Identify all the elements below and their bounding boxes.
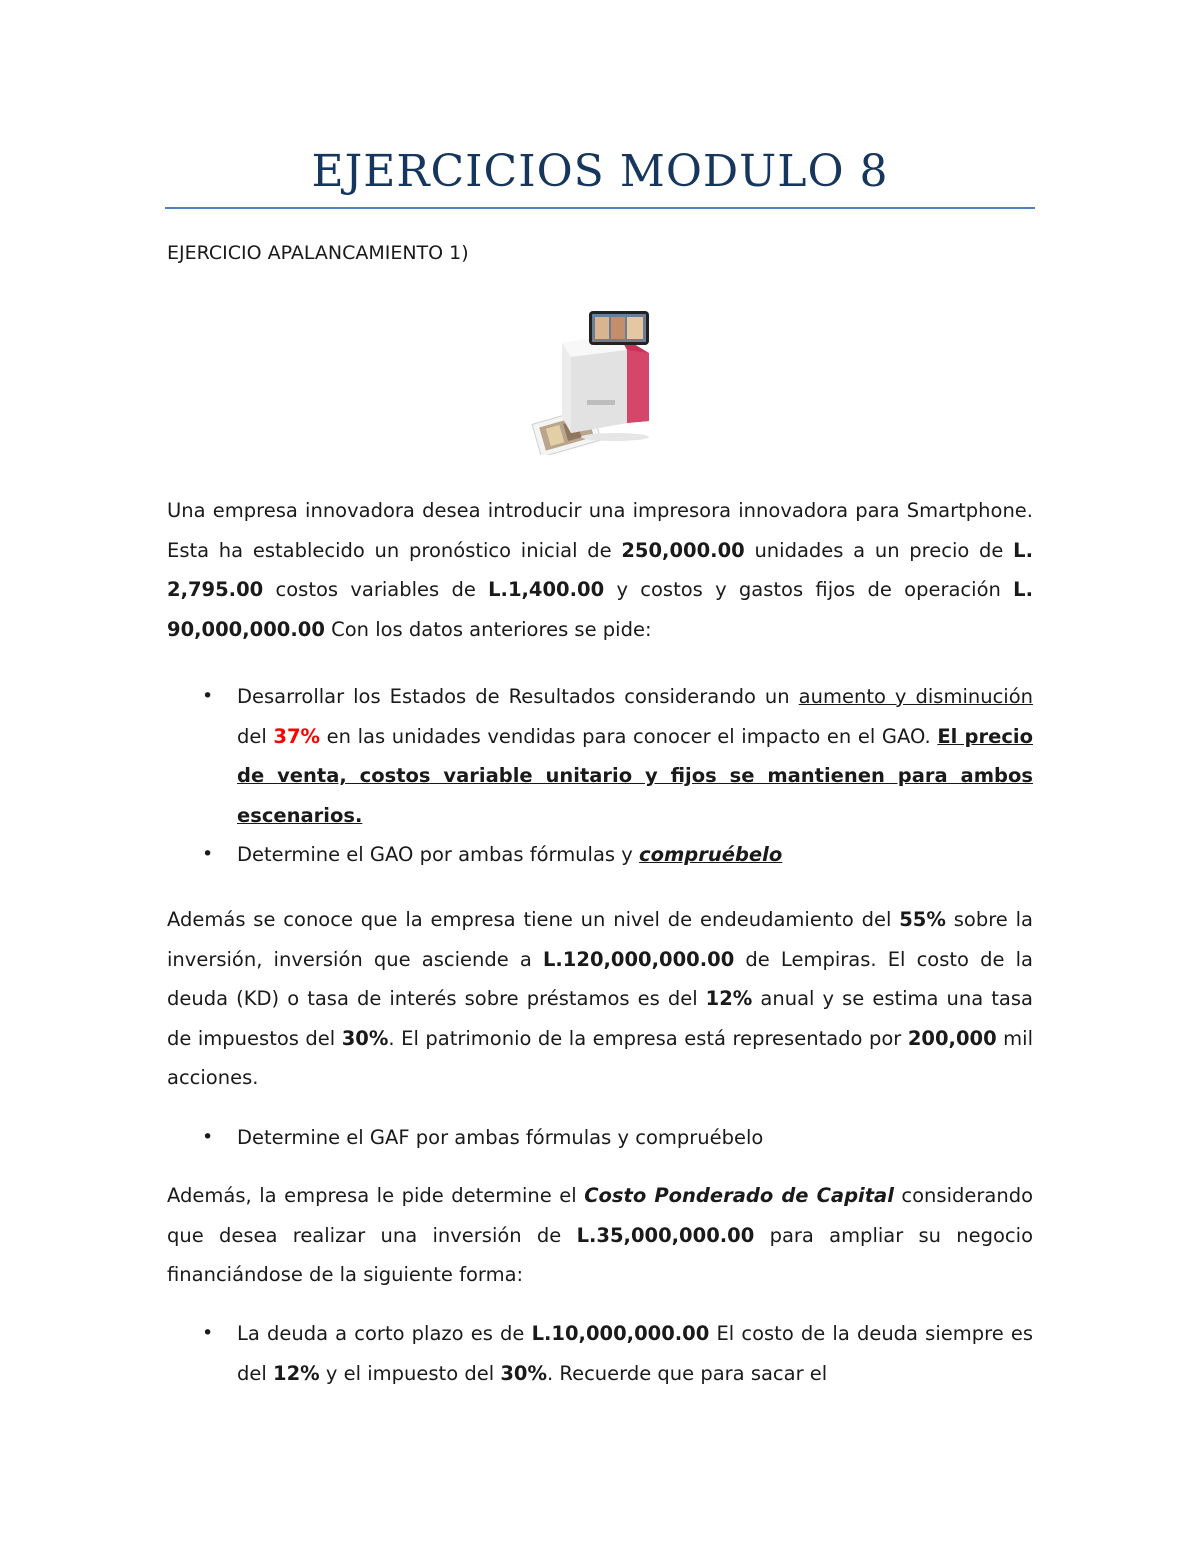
paragraph-text: sobre la inversión, inversión que asciende a [167,908,1033,971]
document-title: EJERCICIOS MODULO 8 [311,146,889,197]
exercise-heading: EJERCICIO APALANCAMIENTO 1) [167,242,469,264]
list-text: y el impuesto del [319,1361,501,1385]
paragraph-text: . El patrimonio de la empresa está representado por [388,1026,908,1050]
price-value: L. 2,795.00 [167,538,1034,601]
paragraph-text: Además, la empresa le pide determine el [167,1184,585,1207]
paragraph-text: anual y se estima una tasa de impuestos del [167,987,1033,1050]
new-investment-value: L.35,000,000.00 [576,1223,755,1247]
investment-value: L.120,000,000.00 [542,947,735,971]
variable-cost-value: L.1,400.00 [488,578,605,601]
paragraph-text: considerando que desea realizar una inversión de [167,1184,1034,1247]
requirements-list-2 [167,1118,1033,1158]
wacc-paragraph [167,1176,1033,1295]
title-underline-rule [165,207,1035,209]
paragraph-text: mil acciones. [167,1026,1033,1089]
tax-value: 30% [341,1026,389,1050]
units-value: 250,000.00 [621,538,745,562]
bold-underlined-note: compruébelo [639,843,783,866]
debt-percent-value: 55% [899,908,946,931]
percent-highlight: 37% [273,724,321,748]
tax-value: 30% [500,1361,547,1385]
wacc-term: Costo Ponderado de Capital [584,1184,894,1207]
list-text: Determine el GAO por ambas fórmulas y [237,843,640,866]
list-item [167,835,1033,875]
bullet-icon: • [202,1126,214,1148]
list-text: Determine el GAF por ambas fórmulas y compruébelo [237,1126,764,1149]
list-text: en las unidades vendidas para conocer el impacto en el GAO. [320,724,938,748]
paragraph-text: para ampliar su negocio financiándose de la siguiente forma: [167,1223,1034,1286]
bold-underlined-note: El precio de venta, costos variable unitario y fijos se mantienen para ambos escenarios. [237,724,1033,827]
short-term-debt-value: L.10,000,000.00 [531,1322,710,1345]
list-text: Desarrollar los Estados de Resultados considerando un [237,685,799,708]
list-item [167,1118,1033,1158]
bullet-icon: • [202,685,214,707]
requirements-list-3 [167,1314,1033,1393]
intro-text: costos variables de [263,578,489,601]
bullet-icon: • [202,1322,214,1344]
intro-text: y costos y gastos fijos de operación [604,578,1014,601]
paragraph-text: de Lempiras. El costo de la deuda (KD) o tasa de interés sobre préstamos es del [167,947,1033,1010]
list-item [167,677,1033,835]
list-text: . Recuerde que para sacar el [547,1361,828,1385]
underlined-text: aumento y disminución [798,685,1034,708]
list-text: del [237,724,274,748]
debt-paragraph [167,900,1033,1098]
fixed-cost-value: L. 90,000,000.00 [167,578,1033,641]
intro-paragraph [167,491,1033,649]
printer-product-image [527,305,667,455]
intro-text: Una empresa innovadora desea introducir una impresora innovadora para Smartphone. Esta ha establecido un pronóstico inicial de [167,499,1033,562]
kd-value: 12% [705,987,753,1010]
kd-value: 12% [273,1361,320,1385]
shares-value: 200,000 [907,1026,997,1050]
bullet-icon: • [202,843,214,865]
intro-text: unidades a un precio de [744,538,1014,562]
list-text: La deuda a corto plazo es de [237,1322,532,1345]
list-text: El costo de la deuda siempre es del [237,1322,1034,1385]
paragraph-text: Además se conoce que la empresa tiene un nivel de endeudamiento del [167,908,900,931]
intro-text: Con los datos anteriores se pide: [324,617,652,641]
list-item [167,1314,1033,1393]
requirements-list-1 [167,677,1033,875]
